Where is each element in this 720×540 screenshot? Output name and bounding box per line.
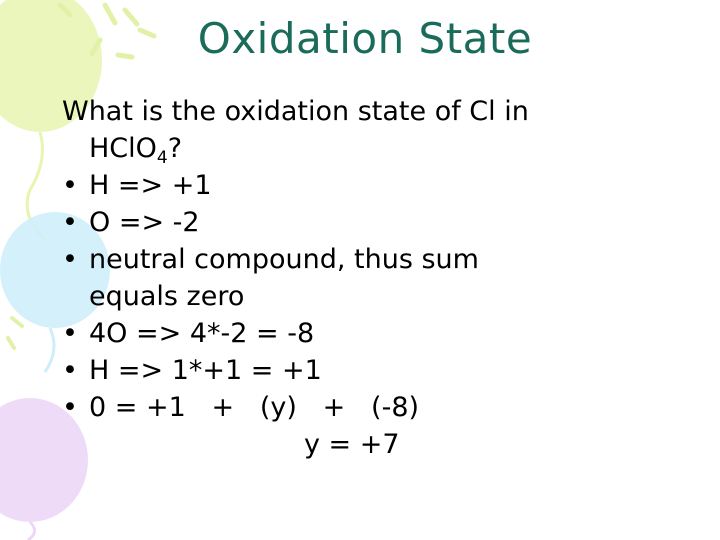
bullet-icon: •: [62, 170, 78, 201]
slide-body: [62, 93, 702, 463]
list-item-text: H => +1: [89, 170, 212, 201]
bullet-icon: •: [62, 355, 78, 386]
question-text: What is the oxidation state of Cl in: [62, 96, 529, 127]
list-item: [62, 352, 702, 389]
question-line: [62, 93, 702, 130]
answer-text: y = +7: [304, 429, 400, 460]
bullet-icon: •: [62, 318, 78, 349]
blue-balloon-string: [45, 328, 54, 372]
list-item-text: neutral compound, thus sum: [89, 244, 479, 275]
list-item: [62, 389, 702, 426]
list-item: [62, 315, 702, 352]
answer-line: [62, 426, 702, 463]
list-item-text: 4O => 4*-2 = -8: [89, 318, 315, 349]
streamer-icon: [8, 318, 22, 348]
slide-title: Oxidation State: [197, 14, 533, 63]
question-formula: HClO$_4$?: [89, 133, 183, 168]
list-item-text: H => 1*+1 = +1: [89, 355, 322, 386]
list-item: [62, 204, 702, 241]
list-item-text: equals zero: [89, 281, 245, 312]
bullet-icon: •: [62, 392, 78, 423]
purple-balloon-string: [28, 522, 35, 540]
question-formula-line: [62, 130, 702, 167]
bullet-icon: •: [62, 207, 78, 238]
bullet-icon: •: [62, 244, 78, 275]
list-item-text: O => -2: [89, 207, 200, 238]
list-item-text: 0 = +1 + (y) + (-8): [89, 392, 420, 423]
list-item: [62, 167, 702, 204]
list-item-continuation: [62, 278, 702, 315]
list-item: [62, 241, 702, 278]
